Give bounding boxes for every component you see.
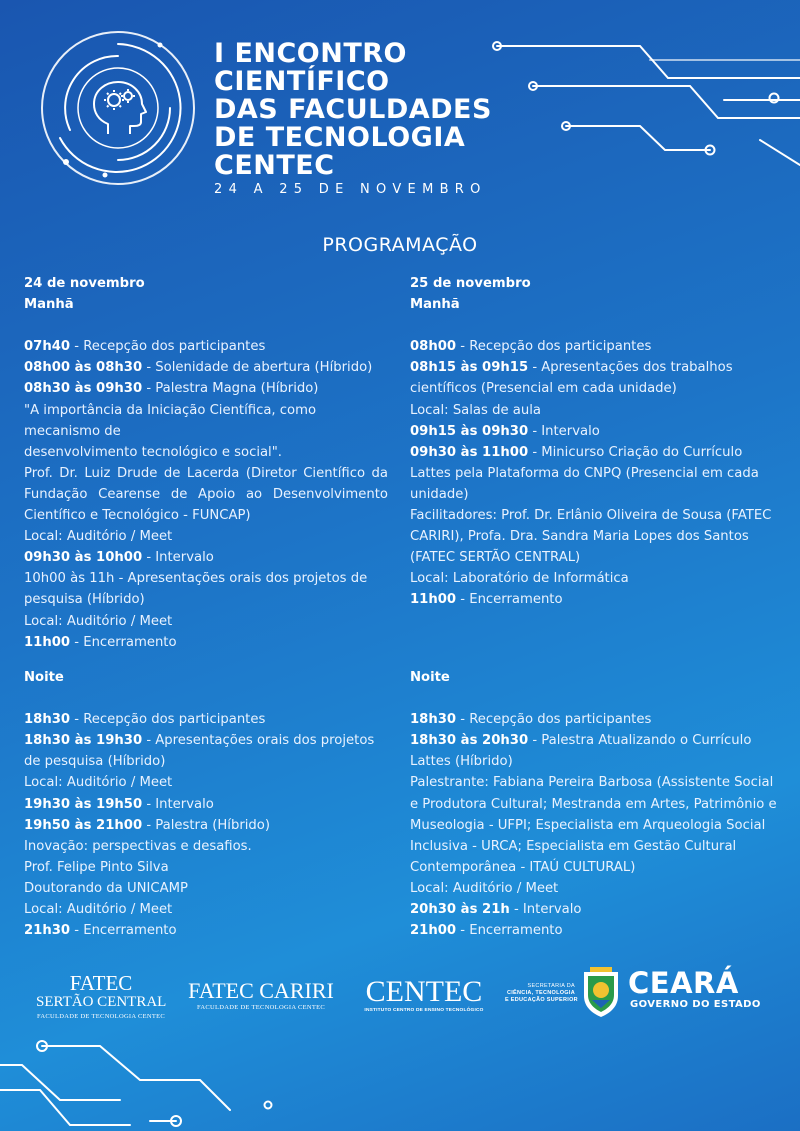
location: Local: Auditório / Meet xyxy=(24,902,173,918)
schedule-item: 18h30 às 19h30 - Apresentações orais dos projetos de pesquisa (Híbrido) xyxy=(24,733,375,770)
schedule-item: 21h30 - Encerramento xyxy=(24,923,177,939)
location: Local: Auditório / Meet xyxy=(24,529,173,545)
day1-morning xyxy=(24,273,388,653)
day-date: 25 de novembro xyxy=(410,276,531,291)
lecture-topic: Inovação: perspectivas e desafios. xyxy=(24,838,252,854)
logo-tagline: FACULDADE DE TECNOLOGIA CENTEC xyxy=(196,1004,326,1011)
title-line: DE TECNOLOGIA xyxy=(214,122,466,153)
schedule-item: 08h15 às 09h15 - Apresentações dos trabalhos científicos (Presencial em cada unidade) xyxy=(410,360,733,397)
ceara-logo-tagline: GOVERNO DO ESTADO xyxy=(630,999,761,1010)
event-title xyxy=(214,40,534,180)
secretaria-logo-text xyxy=(505,983,578,1004)
period-label: Noite xyxy=(410,670,450,685)
title-line: DAS FACULDADES xyxy=(214,94,492,125)
location: Local: Salas de aula xyxy=(410,402,541,418)
secretaria-line: E EDUCAÇÃO SUPERIOR xyxy=(505,997,578,1003)
centec-logo xyxy=(362,976,486,1013)
day2-evening xyxy=(410,667,782,941)
schedule-item: 20h30 às 21h - Intervalo xyxy=(410,902,582,918)
lecture-title: "A importância da Iniciação Científica, como mecanismo de xyxy=(24,402,317,439)
schedule-item: 11h00 - Encerramento xyxy=(24,634,177,650)
ceara-logo-name: CEARÁ xyxy=(628,966,739,1000)
title-line: CIENTÍFICO xyxy=(214,66,390,97)
schedule-item: 21h00 - Encerramento xyxy=(410,923,563,939)
fatec-cariri-logo xyxy=(178,980,344,1011)
facilitators: Facilitadores: Prof. Dr. Erlânio Oliveira de Sousa (FATEC CARIRI), Profa. Dra. Sandra Maria Lopes dos Santos (FATEC SERTÃO CENTRAL) xyxy=(410,508,772,566)
period-label: Manhã xyxy=(410,297,460,313)
schedule-item: 07h40 - Recepção dos participantes xyxy=(24,339,266,355)
schedule-item: 09h30 às 11h00 - Minicurso Criação do Currículo Lattes pela Plataforma do CNPQ (Presencial em cada unidade) xyxy=(410,444,759,502)
schedule-item: 18h30 às 20h30 - Palestra Atualizando o Currículo Lattes (Híbrido) xyxy=(410,733,752,770)
logo-tagline: INSTITUTO CENTRO DE ENSINO TECNOLÓGICO xyxy=(364,1008,484,1013)
period-label: Noite xyxy=(24,670,64,685)
logo-name: CENTEC xyxy=(365,975,483,1008)
fatec-sertao-central-logo xyxy=(36,972,166,1020)
schedule-item: 08h00 - Recepção dos participantes xyxy=(410,339,652,355)
schedule-item: 11h00 - Encerramento xyxy=(410,592,563,608)
secretaria-line: SECRETARIA DA xyxy=(527,983,575,989)
logo-tagline: FACULDADE DE TECNOLOGIA CENTEC xyxy=(36,1013,166,1020)
title-line: I ENCONTRO xyxy=(214,38,408,69)
day-date: 24 de novembro xyxy=(24,276,145,291)
location: Local: Auditório / Meet xyxy=(24,775,173,791)
location: Local: Auditório / Meet xyxy=(410,880,559,896)
title-line: CENTEC xyxy=(214,150,335,181)
speaker-role: Doutorando da UNICAMP xyxy=(24,880,188,896)
lecture-title-cont: desenvolvimento tecnológico e social". xyxy=(24,444,282,460)
schedule-item: 18h30 - Recepção dos participantes xyxy=(410,712,652,728)
speaker-name: Prof. Felipe Pinto Silva xyxy=(24,859,169,875)
schedule-item: 09h15 às 09h30 - Intervalo xyxy=(410,423,600,439)
speaker-info: Palestrante: Fabiana Pereira Barbosa (Assistente Social e Produtora Cultural; Mestranda em Artes, Patrimônio e Museologia - UFPI; Especialista em Arqueologia Social Inclusiva - URCA; Especialista em Gestão Cultural Contemporânea - ITAÚ CULTURAL) xyxy=(410,775,777,875)
schedule-item: 09h30 às 10h00 - Intervalo xyxy=(24,550,214,566)
logo-name: FATEC CARIRI xyxy=(188,978,334,1003)
schedule-item: 19h30 às 19h50 - Intervalo xyxy=(24,796,214,812)
section-title: PROGRAMAÇÃO xyxy=(322,234,478,256)
speaker-info: Prof. Dr. Luiz Drude de Lacerda (Diretor Científico da Fundação Cearense de Apoio ao Desenvolvimento Científico e Tecnológico - FUNCAP) xyxy=(24,465,388,524)
schedule-item: 18h30 - Recepção dos participantes xyxy=(24,712,266,728)
schedule-item: 19h50 às 21h00 - Palestra (Híbrido) xyxy=(24,817,270,833)
schedule-item: 08h30 às 09h30 - Palestra Magna (Híbrido) xyxy=(24,381,319,397)
head-gears-icon xyxy=(86,78,150,138)
schedule-item: 10h00 às 11h - Apresentações orais dos projetos de pesquisa (Híbrido) xyxy=(24,571,368,608)
period-label: Manhã xyxy=(24,297,74,313)
logo-subname: SERTÃO CENTRAL xyxy=(36,994,167,1010)
location: Local: Laboratório de Informática xyxy=(410,571,629,587)
day2-morning xyxy=(410,273,782,611)
event-dates: 24 A 25 DE NOVEMBRO xyxy=(214,182,487,197)
logo-name: FATEC xyxy=(69,971,133,995)
location: Local: Auditório / Meet xyxy=(24,613,173,629)
schedule-item: 08h00 às 08h30 - Solenidade de abertura (Híbrido) xyxy=(24,360,373,376)
secretaria-line: CIÊNCIA, TECNOLOGIA xyxy=(506,990,575,996)
ceara-coat-of-arms-icon xyxy=(580,966,622,1018)
day1-evening xyxy=(24,667,388,941)
